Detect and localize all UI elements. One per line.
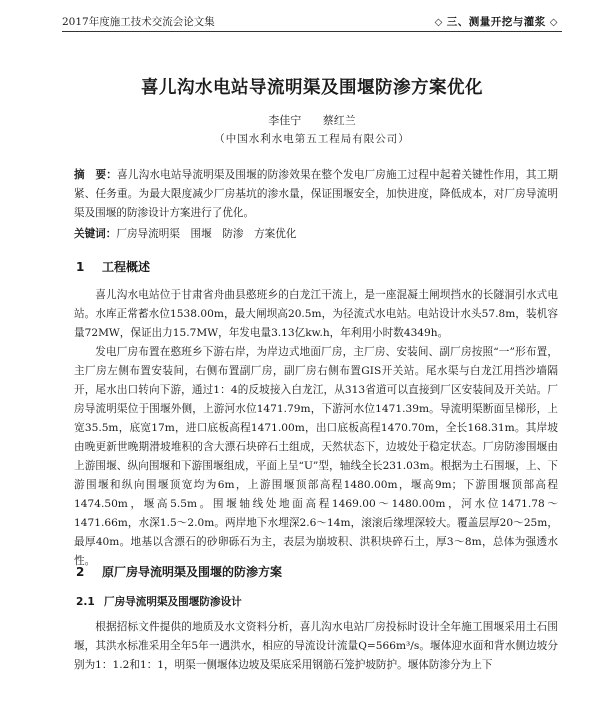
section-heading-2 — [76, 563, 282, 580]
header-section-title: 三、测量开挖与灌浆 — [446, 15, 546, 28]
paper-title: 喜儿沟水电站导流明渠及围堰防渗方案优化 — [141, 78, 483, 98]
author: 蔡红兰 — [322, 114, 356, 127]
running-header — [62, 12, 562, 30]
subsection-heading — [76, 594, 242, 609]
header-section — [431, 14, 562, 29]
subsection-title: 厂房导流明渠及围堰防渗设计 — [104, 596, 242, 608]
header-left: 2017年度施工技术交流会论文集 — [62, 15, 215, 28]
abstract — [74, 166, 558, 223]
abstract-text: 喜儿沟水电站导流明渠及围堰的防渗效果在整个发电厂房施工过程中起着关键性作用，其工期紧、任务重。为最大限度减少厂房基坑的渗水量，保证围堰安全，加快进度，降低成本，对厂房导流明渠及围堰的防渗设计方案进行了优化。 — [74, 169, 559, 219]
paragraph: 根据招标文件提供的地质及水文资料分析，喜儿沟水电站厂房投标时设计全年施工围堰采用土石围堰，其洪水标准采用全年5年一遇洪水，相应的导流设计流量Q=566m³/s。堰体迎水面和背水侧边坡分别为1：1.2和1：1，明渠一侧堰体边坡及渠底采用钢筋石笼护坡防护。堰体防渗分为上下 — [74, 621, 558, 671]
keywords-label: 关键词： — [74, 228, 117, 240]
diamond-icon: ◇ — [549, 16, 558, 28]
abstract-label: 摘 要： — [74, 169, 118, 181]
diamond-icon: ◇ — [434, 16, 443, 28]
header-rule — [62, 31, 562, 32]
section-title: 工程概述 — [102, 260, 151, 274]
section-number: 2 — [76, 565, 85, 579]
paragraph: 发电厂房布置在憨班乡下游右岸，为岸边式地面厂房，主厂房、安装间、副厂房按照“一”形布置，主厂房左侧布置安装间，右侧布置副厂房，副厂房右侧布置GIS开关站。尾水渠与白龙江用挡沙墙隔开，尾水出口转向下游，通过1：4的反坡接入白龙江，从313省道可以直接到厂区安装间及开关站。厂房导流明渠位于围堰外侧，上游河水位1471.79m，下游河水位1471.39m。导流明渠断面呈梯形，上宽35.5m，底宽17m，进口底板高程1471.00m，出口底板高程1470.70m，全长168.31m。其岸坡由晚更新世晚期滑坡堆积的含大漂石块碎石土组成，天然状态下，边坡处于稳定状态。厂房防渗围堰由上游围堰、纵向围堰和下游围堰组成，平面上呈“U”型，轴线全长231.03m。根据为土石围堰，上、下游围堰和纵向围堰顶宽均为6m，上游围堰顶部高程1480.00m，堰高9m；下游围堰顶部高程1474.50m，堰高5.5m。围堰轴线处地面高程1469.00～1480.00m，河水位1471.78～1471.66m，水深1.5～2.0m。两岸地下水埋深2.6～14m，滚滚后缘埋深较大。覆盖层厚20～25m，最厚40m。地基以含漂石的砂卵砾石为主，表层为崩坡积、洪积块碎石土，厚3～8m，总体为强透水性。 — [74, 346, 558, 567]
section-title: 原厂房导流明渠及围堰的防渗方案 — [102, 565, 283, 579]
keywords-text: 厂房导流明渠 围堰 防渗 方案优化 — [116, 228, 297, 240]
author: 李佳宁 — [268, 114, 302, 127]
paragraph: 喜儿沟水电站位于甘肃省舟曲县憨班乡的白龙江干流上，是一座混凝土闸坝挡水的长隧洞引水式电站。水库正常蓄水位1538.00m，最大闸坝高20.5m，为径流式水电站。电站设计水头57.8m，装机容量72MW，保证出力15.7MW，年发电量3.13亿kw.h，年利用小时数4349h。 — [74, 289, 558, 339]
section-heading-1 — [76, 258, 150, 275]
subsection-number: 2.1 — [76, 596, 95, 608]
authors — [62, 112, 562, 128]
affiliation: （中国水利水电第五工程局有限公司） — [214, 133, 410, 145]
keywords — [74, 225, 558, 244]
section-number: 1 — [76, 260, 85, 274]
